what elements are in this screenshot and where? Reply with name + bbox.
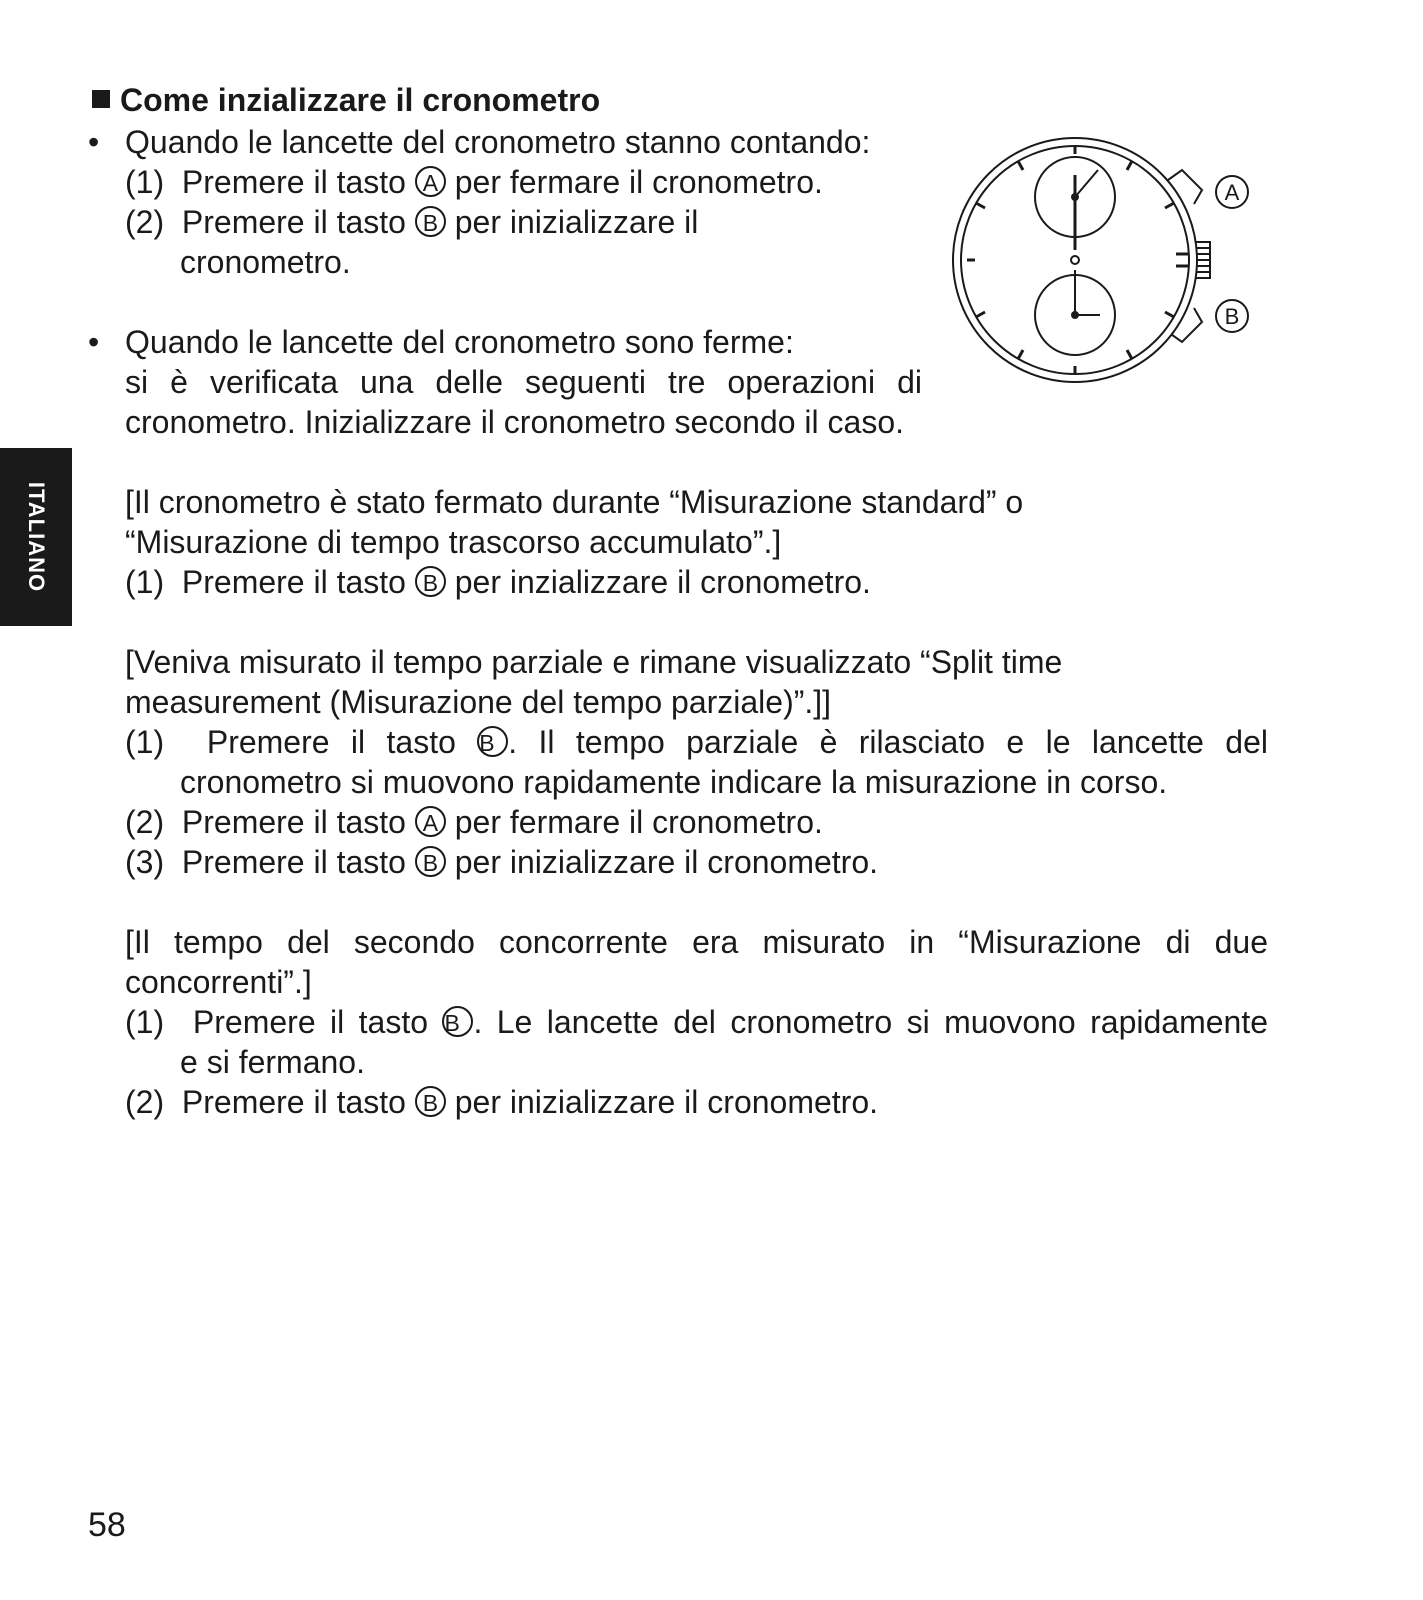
case2-title: [Veniva misurato il tempo parziale e rimane visualizzato “Split time: [125, 644, 1063, 680]
section2-line3: cronometro. Inizializzare il cronometro secondo il caso.: [125, 404, 904, 440]
bullet: •: [88, 324, 100, 360]
case3-step1: (1) Premere il tasto B . Le lancette del cronometro si muovono rapidamente: [125, 1004, 1269, 1040]
language-tab: [0, 448, 72, 626]
case3-step1-cont: e si fermano.: [180, 1044, 365, 1080]
case1-title-cont: “Misurazione di tempo trascorso accumulato”.]: [125, 524, 782, 560]
button-b-icon: B: [415, 846, 446, 877]
page-number: 58: [88, 1506, 126, 1544]
language-tab-label: ITALIANO: [24, 481, 49, 593]
button-b-icon: B: [415, 1086, 446, 1117]
case2-step3: (3) Premere il tasto B per inizializzare il cronometro.: [125, 844, 879, 880]
section-heading: [92, 82, 600, 119]
square-bullet-icon: [92, 90, 110, 108]
watch-diagram: [950, 130, 1270, 390]
case3-step2: (2) Premere il tasto B per inizializzare il cronometro.: [125, 1084, 879, 1120]
section2-line2: si è verificata una delle seguenti tre operazioni di: [125, 364, 922, 400]
bullet: •: [88, 124, 100, 160]
case1-step1: (1) Premere il tasto B per inzializzare il cronometro.: [125, 564, 871, 600]
section1-step2: (2) Premere il tasto B per inizializzare il: [125, 204, 699, 240]
section1-intro: Quando le lancette del cronometro stanno contando:: [125, 124, 871, 160]
button-b-icon: B: [415, 566, 446, 597]
case2-step2: (2) Premere il tasto A per fermare il cronometro.: [125, 804, 823, 840]
label-b: B: [1224, 304, 1240, 329]
section2-intro: Quando le lancette del cronometro sono ferme:: [125, 324, 794, 360]
case1-title: [Il cronometro è stato fermato durante “Misurazione standard” o: [125, 484, 1024, 520]
case2-title-cont: measurement (Misurazione del tempo parziale)”.]]: [125, 684, 832, 720]
button-b-icon: B: [477, 726, 508, 757]
case2-step1-cont: cronometro si muovono rapidamente indicare la misurazione in corso.: [180, 764, 1168, 800]
label-a: A: [1224, 180, 1240, 205]
case2-step1: (1) Premere il tasto B . Il tempo parziale è rilasciato e le lancette del: [125, 724, 1269, 760]
heading-text: Come inzializzare il cronometro: [120, 82, 601, 118]
button-b-icon: B: [442, 1006, 473, 1037]
section1-step2-cont: cronometro.: [180, 244, 351, 280]
case3-title-cont: concorrenti”.]: [125, 964, 312, 1000]
button-b-icon: B: [415, 206, 446, 237]
button-a-icon: A: [415, 806, 446, 837]
case3-title: [Il tempo del secondo concorrente era misurato in “Misurazione di due: [125, 924, 1268, 960]
section1-step1: (1) Premere il tasto A per fermare il cronometro.: [125, 164, 823, 200]
button-a-icon: A: [415, 166, 446, 197]
